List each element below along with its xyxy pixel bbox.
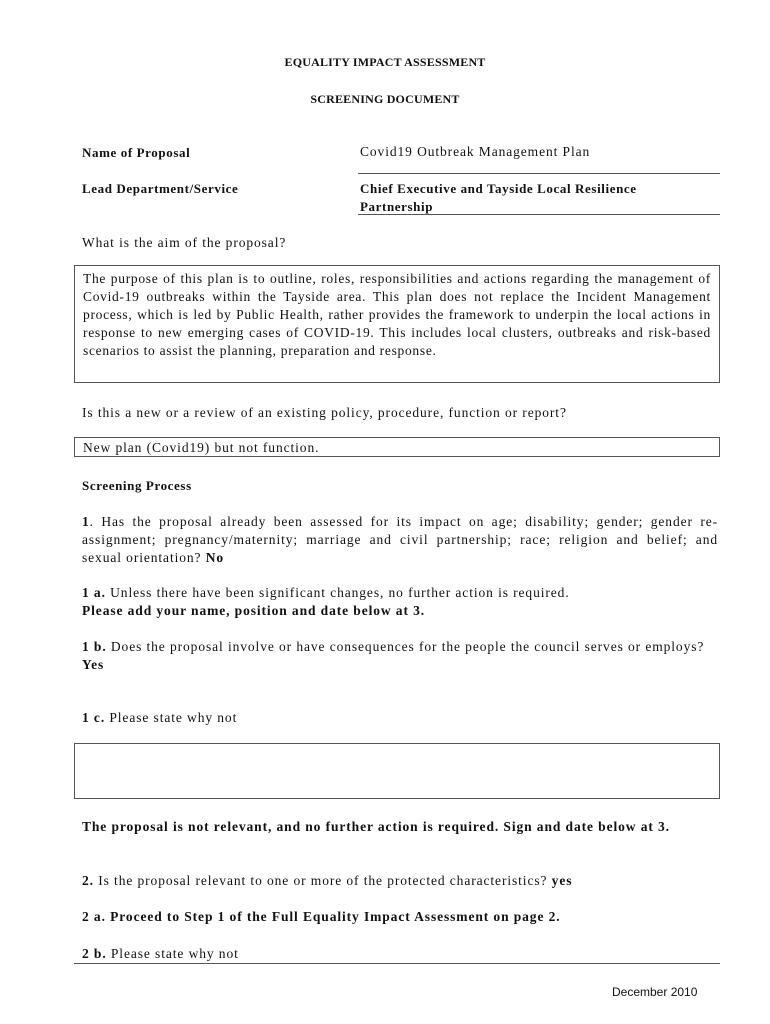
question-1-number: 1	[82, 514, 90, 529]
document-title: EQUALITY IMPACT ASSESSMENT	[284, 55, 486, 69]
question-2-answer: yes	[551, 873, 573, 888]
question-1a-text: Unless there have been significant changes, no further action is required.	[110, 585, 570, 600]
question-1b-text: Does the proposal involve or have consequences for the people the council serves or employs?	[110, 639, 705, 654]
lead-department-value	[360, 180, 722, 216]
question-2b	[82, 945, 239, 963]
question-1-answer: No	[205, 550, 225, 565]
aim-answer-box	[74, 265, 720, 383]
question-1a	[82, 584, 718, 620]
lead-department-label: Lead Department/Service	[82, 181, 239, 196]
question-1-text: . Has the proposal already been assessed for its impact on age; disability; gender; gender re-assignment; pregnancy/maternity; marriage and civil partnership; race; religion and belief; and sexual orientation?	[82, 514, 718, 565]
screening-heading: Screening Process	[82, 478, 192, 493]
question-2a-instruction: 2 a. Proceed to Step 1 of the Full Equality Impact Assessment on page 2.	[82, 909, 561, 924]
question-1a-number: 1 a.	[82, 585, 106, 600]
question-2	[82, 872, 718, 890]
lead-department-underline	[358, 214, 720, 215]
document-subtitle: SCREENING DOCUMENT	[310, 92, 460, 106]
question-1c-answer-box[interactable]	[74, 743, 720, 799]
aim-answer-text: The purpose of this plan is to outline, roles, responsibilities and actions regarding the management of Covid-19 outbreaks within the Tayside area. This plan does not replace the Incident Management process, which is led by Public Health, rather provides the framework to underpin the local actions in response to new emerging cases of COVID-19. This includes local clusters, outbreaks and risk-based scenarios to assist the planning, preparation and response.	[83, 271, 711, 358]
aim-question: What is the aim of the proposal?	[82, 235, 287, 250]
question-1c-number: 1 c.	[82, 710, 106, 725]
question-1	[82, 513, 718, 567]
proposal-name-value: Covid19 Outbreak Management Plan	[360, 144, 591, 159]
not-relevant-statement: The proposal is not relevant, and no further action is required. Sign and date below at 3.	[82, 819, 670, 834]
proposal-name-underline	[358, 173, 720, 174]
question-2-number: 2.	[82, 873, 94, 888]
new-or-review-answer-box	[74, 437, 720, 457]
question-1a-instruction: Please add your name, position and date below at 3.	[82, 603, 426, 618]
proposal-name-label: Name of Proposal	[82, 145, 191, 160]
question-1b-answer: Yes	[82, 657, 105, 672]
question-2b-divider	[74, 963, 720, 964]
new-or-review-answer-text: New plan (Covid19) but not function.	[83, 440, 320, 455]
question-2b-number: 2 b.	[82, 946, 107, 961]
lead-department-value-line1: Chief Executive and Tayside Local Resilience	[360, 181, 637, 196]
footer-date: December 2010	[612, 985, 698, 999]
question-1b-number: 1 b.	[82, 639, 107, 654]
question-1b	[82, 638, 718, 674]
question-1c	[82, 709, 237, 727]
question-2-text: Is the proposal relevant to one or more of the protected characteristics?	[98, 873, 548, 888]
lead-department-value-line2: Partnership	[360, 199, 434, 214]
question-2b-text: Please state why not	[110, 946, 239, 961]
question-1c-text: Please state why not	[109, 710, 238, 725]
new-or-review-question: Is this a new or a review of an existing policy, procedure, function or report?	[82, 405, 567, 420]
